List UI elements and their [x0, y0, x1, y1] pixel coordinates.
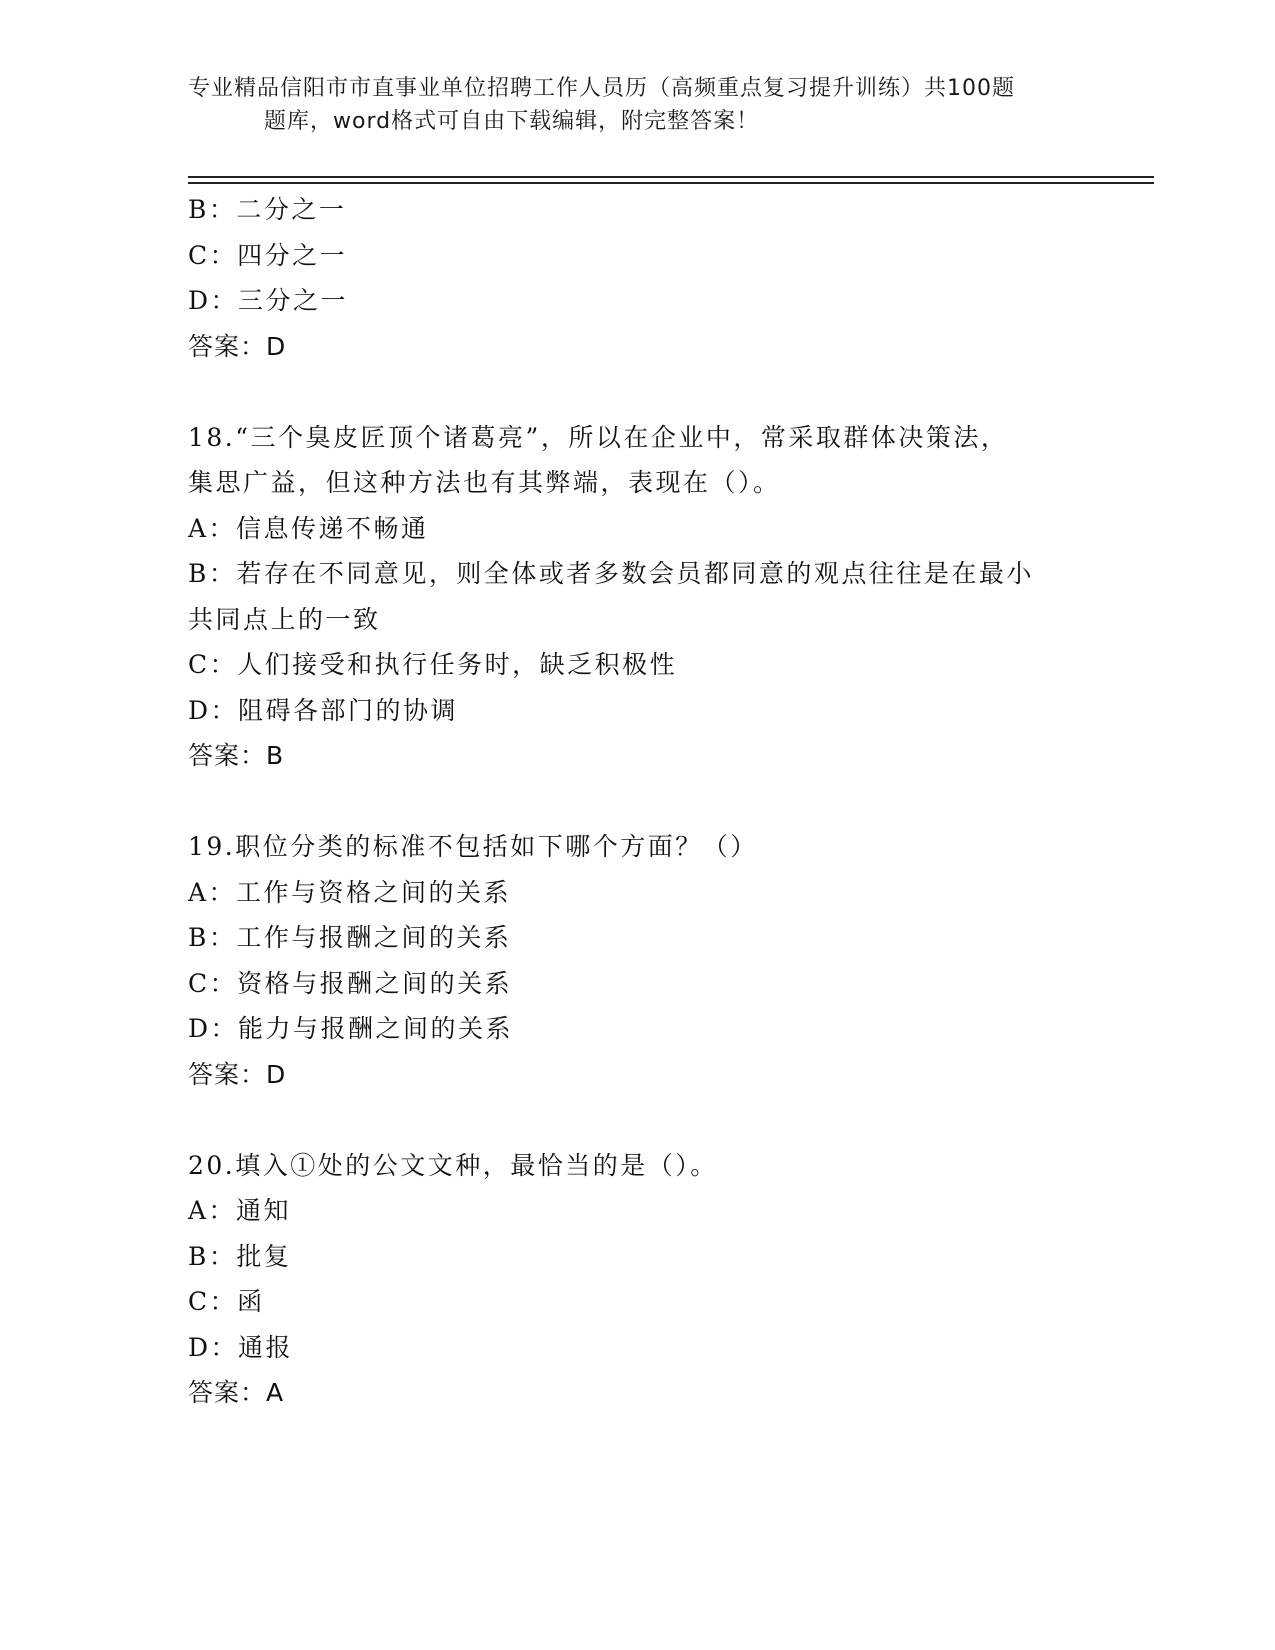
option-b-line-1: B：若存在不同意见，则全体或者多数会员都同意的观点往往是在最小	[188, 559, 1034, 588]
option-d: D：阻碍各部门的协调	[188, 695, 459, 725]
document-header	[188, 72, 1088, 138]
option-d: D：通报	[188, 1332, 294, 1362]
header-title-line-2: 题库，word格式可自由下载编辑，附完整答案！	[264, 109, 760, 134]
document-body	[188, 187, 1108, 1416]
answer-line: 答案：D	[188, 331, 287, 361]
answer-line: 答案：B	[188, 741, 285, 770]
option-d: D：能力与报酬之间的关系	[188, 1014, 514, 1043]
option-c: C：函	[188, 1287, 265, 1316]
option-b: B：二分之一	[188, 195, 347, 224]
option-c: C：四分之一	[188, 240, 348, 270]
question-20	[188, 1143, 1108, 1416]
question-18	[188, 415, 1108, 779]
question-stem-line: 18.“三个臭皮匠顶个诸葛亮”，所以在企业中，常采取群体决策法，	[188, 422, 1009, 452]
option-c: C：资格与报酬之间的关系	[188, 968, 513, 998]
option-a: A：通知	[188, 1196, 292, 1225]
question-19	[188, 824, 1108, 1097]
question-17-continued	[188, 187, 1108, 369]
question-stem-line: 20.填入①处的公文文种，最恰当的是（）。	[188, 1150, 718, 1180]
option-a: A：工作与资格之间的关系	[188, 877, 512, 907]
option-b: B：工作与报酬之间的关系	[188, 923, 512, 952]
question-stem-line: 集思广益，但这种方法也有其弊端，表现在（）。	[188, 468, 781, 497]
header-title-line-1: 专业精品信阳市市直事业单位招聘工作人员历（高频重点复习提升训练）共100题	[188, 76, 1015, 101]
spacer	[188, 779, 1108, 825]
option-b-line-2: 共同点上的一致	[188, 604, 381, 634]
answer-line: 答案：D	[188, 1059, 287, 1089]
option-d: D：三分之一	[188, 286, 349, 315]
option-c: C：人们接受和执行任务时，缺乏积极性	[188, 650, 678, 679]
spacer	[188, 369, 1108, 415]
header-divider-bottom	[188, 182, 1154, 184]
question-stem-line: 19.职位分类的标准不包括如下哪个方面？（）	[188, 832, 758, 861]
answer-line: 答案：A	[188, 1378, 285, 1407]
option-a: A：信息传递不畅通	[188, 513, 429, 543]
option-b: B：批复	[188, 1241, 292, 1271]
spacer	[188, 1097, 1108, 1143]
header-divider-top	[188, 176, 1154, 178]
